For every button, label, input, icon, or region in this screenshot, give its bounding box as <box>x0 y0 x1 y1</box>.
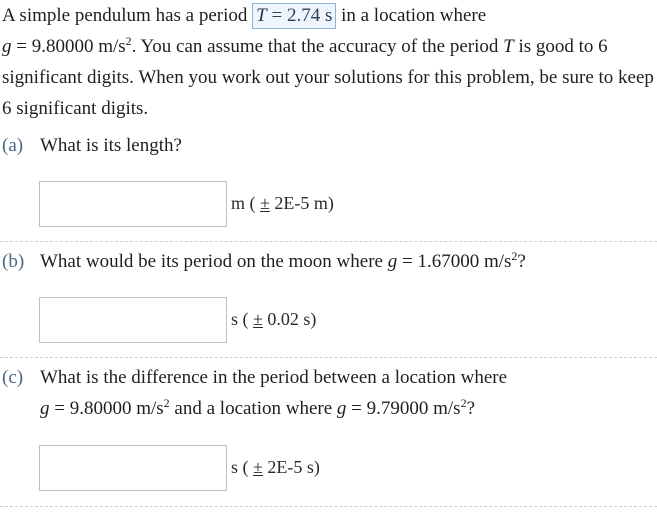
divider <box>0 506 657 507</box>
intro-text: A simple pendulum has a period <box>2 5 253 26</box>
equals-sign: = <box>266 5 287 26</box>
part-a-question <box>40 130 650 161</box>
tolerance-open: ( <box>245 193 261 213</box>
question-text: and a location where <box>169 398 337 419</box>
tolerance-value: 0.02 s) <box>262 309 317 329</box>
tolerance-open: ( <box>238 309 254 329</box>
question-text: What would be its period on the moon where <box>40 251 388 272</box>
period-symbol: T <box>503 36 514 57</box>
unit-label: m <box>231 193 246 213</box>
given-period-value: 2.74 s <box>286 5 333 26</box>
intro-text: . You can assume that the accuracy of the period <box>131 36 504 57</box>
tolerance-open: ( <box>238 457 254 477</box>
question-mark: ? <box>466 398 476 419</box>
tolerance-value: 2E-5 s) <box>262 457 320 477</box>
part-a-answer-input[interactable] <box>39 181 227 227</box>
divider <box>0 357 657 358</box>
part-b-unit <box>231 309 316 330</box>
problem-statement <box>2 0 657 124</box>
part-c-answer-input[interactable] <box>39 445 227 491</box>
part-a-answer-row <box>39 181 334 226</box>
part-c-unit <box>231 457 320 478</box>
exponent: 2 <box>460 396 467 410</box>
unit-label: s <box>231 457 239 477</box>
given-period-box <box>252 3 336 29</box>
part-b-answer-input[interactable] <box>39 297 227 343</box>
exponent: 2 <box>511 249 518 263</box>
gravity-symbol: g <box>40 398 50 419</box>
intro-text: is good to 6 significant digits. When you work out your solutions for this problem, be sure to keep 6 significant digits. <box>2 36 654 119</box>
part-a-unit <box>231 193 334 214</box>
question-text: What is the difference in the period between a location where <box>40 367 508 388</box>
exponent: 2 <box>163 396 170 410</box>
question-text: What is its length? <box>40 135 182 156</box>
gravity-symbol: g <box>387 251 398 272</box>
part-b-label: (b) <box>2 251 25 272</box>
part-b-question <box>40 246 650 277</box>
tolerance-value: 2E-5 m) <box>269 193 334 213</box>
plus-minus-icon: ± <box>260 193 270 213</box>
part-c-label: (c) <box>2 367 24 388</box>
gravity-value: = 9.79000 m/s <box>346 398 461 419</box>
gravity-value: = 1.67000 m/s <box>397 251 512 272</box>
intro-text: in a location where <box>336 5 487 26</box>
unit-label: s <box>231 309 239 329</box>
gravity-symbol: g <box>2 36 12 57</box>
period-symbol: T <box>256 5 267 26</box>
plus-minus-icon: ± <box>253 309 263 329</box>
part-a-label: (a) <box>2 135 24 156</box>
gravity-symbol: g <box>336 398 347 419</box>
gravity-value: = 9.80000 m/s <box>11 36 126 57</box>
part-c-question <box>40 362 650 424</box>
divider <box>0 241 657 242</box>
gravity-value: = 9.80000 m/s <box>49 398 164 419</box>
plus-minus-icon: ± <box>253 457 263 477</box>
question-mark: ? <box>517 251 526 272</box>
part-c-answer-row <box>39 445 320 490</box>
exponent: 2 <box>125 34 132 48</box>
part-b-answer-row <box>39 297 316 342</box>
